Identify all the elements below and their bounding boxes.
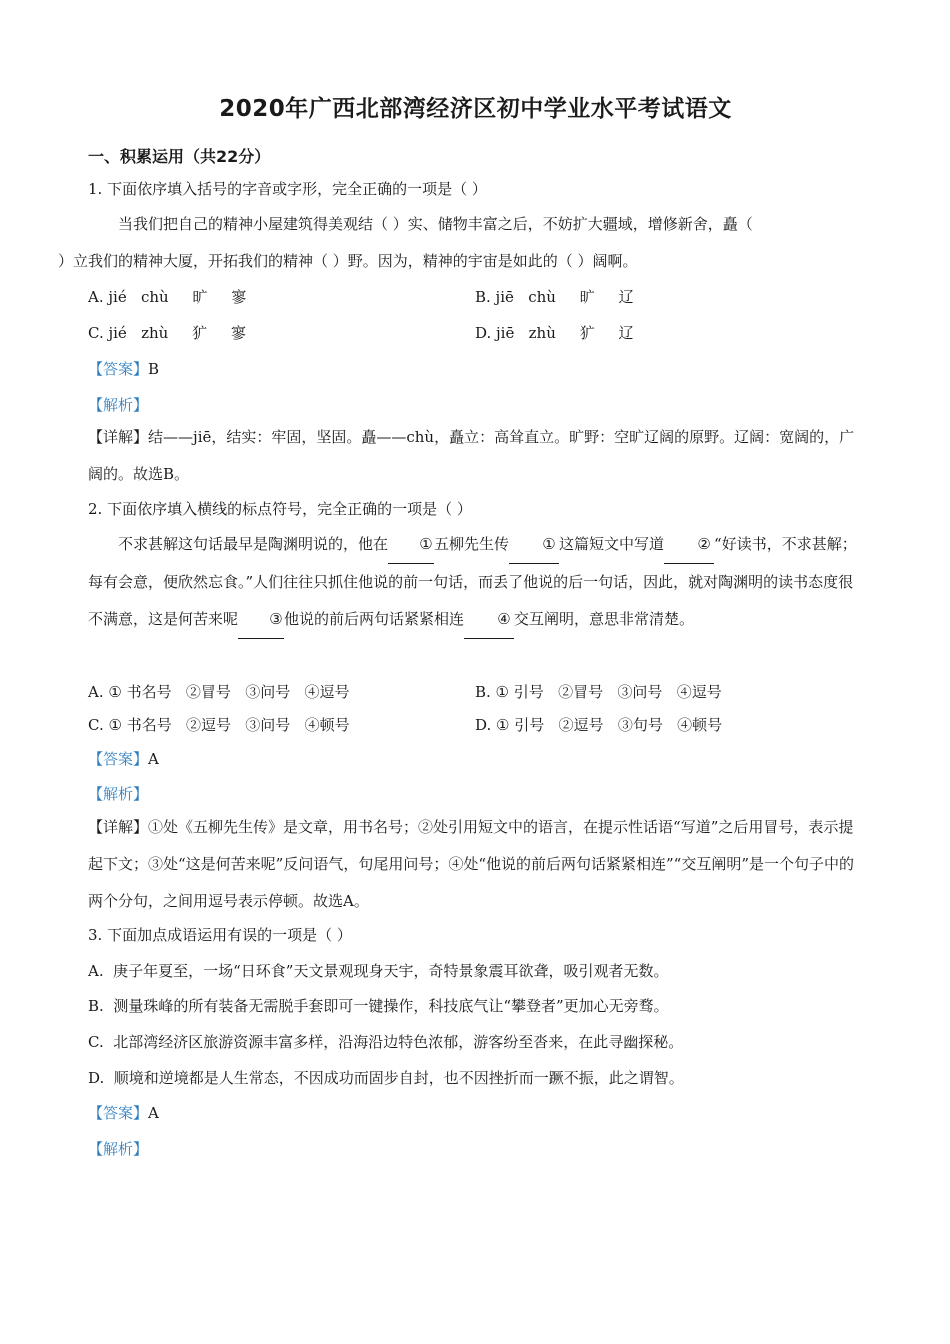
answer-value: A	[148, 1104, 159, 1122]
q2-text-6: 交互阐明，意思非常清楚。	[514, 610, 695, 628]
detail-text: 结——jiē，结实：牢固，坚固。矗——chù，矗立：高耸直立。旷野：空旷辽阔的原野。辽阔：宽阔的，广阔的。故选B。	[88, 428, 855, 483]
q2-option-d: D. ① 引号 ②逗号 ③句号 ④顿号	[475, 716, 723, 734]
q2-text-1: 不求甚解这句话最早是陶渊明说的，他在	[118, 535, 389, 553]
q1-passage	[58, 206, 863, 280]
q1-detail: 【详解】结——jiē，结实：牢固，坚固。矗——chù，矗立：高耸直立。旷野：空旷辽阔的原野。辽阔：宽阔的，广阔的。故选B。	[88, 428, 855, 483]
q1-option-c: C. jié zhù 犷 寥	[88, 324, 247, 342]
q3-option-a: A. 庚子年夏至，一场“日环食”天文景观现身天宇，奇特景象震耳欲聋，吸引观者无数。	[88, 962, 669, 980]
blank-1: ①	[388, 526, 434, 564]
q2-text-2: 五柳先生传	[434, 535, 510, 553]
q1-option-b: B. jiē chù 旷 辽	[475, 288, 634, 306]
page-title: 2020年广西北部湾经济区初中学业水平考试语文	[219, 96, 732, 122]
q3-answer: 【答案】A	[88, 1104, 159, 1122]
analysis-label: 解析	[103, 396, 134, 414]
q2-text-4: “好读书，不求甚解；每有会意，便欣然忘食。”人们往往只抓住他说的前一句话，而丢了他说的后一句话，因此，就对陶渊明的读书态度很不满意，这是何苦来呢	[88, 535, 857, 628]
blank-4: ④	[464, 601, 514, 639]
q1-analysis: 【解析】	[88, 396, 149, 414]
q1-option-d: D. jiē zhù 犷 辽	[475, 324, 634, 342]
q2-answer: 【答案】A	[88, 750, 159, 768]
section-heading: 一、积累运用（共22分）	[88, 147, 271, 166]
blank-2: ②	[664, 526, 714, 564]
q3-stem: 3. 下面加点成语运用有误的一项是（ ）	[88, 926, 352, 944]
q1-stem: 1. 下面依序填入括号的字音或字形，完全正确的一项是（ ）	[88, 180, 487, 198]
blank-1b: ①	[509, 526, 559, 564]
q2-detail: 【详解】①处《五柳先生传》是文章，用书名号；②处引用短文中的语言，在提示性话语“写道”之后用冒号，表示提起下文；③处“这是何苦来呢”反问语气，句尾用问号；④处“他说的前后两句话紧紧相连”“交互阐明”是一个句子中的两个分句，之间用逗号表示停顿。故选A。	[88, 818, 855, 910]
q1-answer: 【答案】B	[88, 360, 160, 378]
answer-value: B	[148, 360, 160, 378]
q1-option-a: A. jié chù 旷 寥	[88, 288, 247, 306]
q2-stem: 2. 下面依序填入横线的标点符号，完全正确的一项是（ ）	[88, 500, 472, 518]
detail-label: 详解	[103, 818, 134, 836]
answer-value: A	[148, 750, 159, 768]
q1-passage-line1: 当我们把自己的精神小屋建筑得美观结（ ）实、储物丰富之后，不妨扩大疆域，增修新舍，矗（	[118, 215, 753, 233]
answer-label: 答案	[103, 750, 134, 768]
q2-text-3: 这篇短文中写道	[559, 535, 665, 553]
q2-option-a: A. ① 书名号 ②冒号 ③问号 ④逗号	[88, 683, 350, 701]
q2-text-5: 他说的前后两句话紧紧相连	[284, 610, 465, 628]
q2-passage	[88, 526, 863, 639]
analysis-label: 解析	[103, 785, 134, 803]
answer-label: 答案	[103, 1104, 134, 1122]
detail-label: 详解	[103, 428, 134, 446]
detail-text: ①处《五柳先生传》是文章，用书名号；②处引用短文中的语言，在提示性话语“写道”之后用冒号，表示提起下文；③处“这是何苦来呢”反问语气，句尾用问号；④处“他说的前后两句话紧紧相连”“交互阐明”是一个句子中的两个分句，之间用逗号表示停顿。故选A。	[88, 818, 855, 910]
q2-option-c: C. ① 书名号 ②逗号 ③问号 ④顿号	[88, 716, 350, 734]
analysis-label: 解析	[103, 1140, 134, 1158]
q3-option-c: C. 北部湾经济区旅游资源丰富多样，沿海沿边特色浓郁，游客纷至沓来，在此寻幽探秘。	[88, 1033, 684, 1051]
blank-3: ③	[238, 601, 284, 639]
q3-option-b: B. 测量珠峰的所有装备无需脱手套即可一键操作，科技底气让“攀登者”更加心无旁骛。	[88, 997, 669, 1015]
q2-option-b: B. ① 引号 ②冒号 ③问号 ④逗号	[475, 683, 722, 701]
answer-label: 答案	[103, 360, 134, 378]
q2-analysis: 【解析】	[88, 785, 149, 803]
q1-passage-line2: ）立我们的精神大厦，开拓我们的精神（ ）野。因为，精神的宇宙是如此的（ ）阔啊。	[58, 252, 638, 270]
q3-analysis: 【解析】	[88, 1140, 149, 1158]
q3-option-d: D. 顺境和逆境都是人生常态，不因成功而固步自封，也不因挫折而一蹶不振，此之谓智。	[88, 1069, 684, 1087]
